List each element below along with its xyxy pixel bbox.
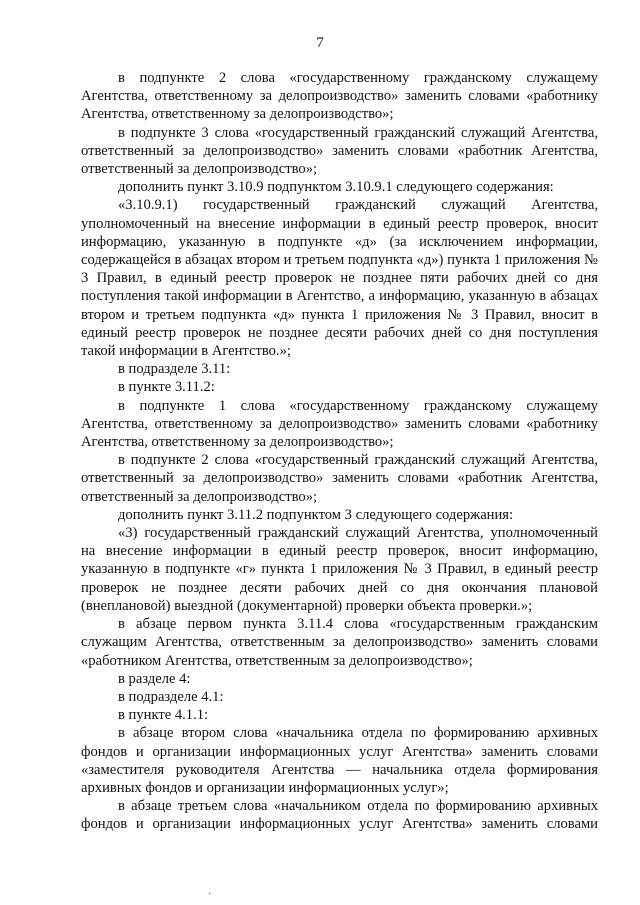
paragraph: в подпункте 2 слова «государственному гражданскому служащему Агентства, ответственному за делопроизводство» заменить словами «работнику Агентства, ответственному за делопроизводство»;	[81, 70, 598, 123]
paragraph: в подпункте 1 слова «государственному гражданскому служащему Агентства, ответственному за делопроизводство» заменить словами «работнику Агентства, ответственному за делопроизводство»;	[81, 397, 598, 451]
paragraph: «3.10.9.1) государственный гражданский служащий Агентства, уполномоченный на внесение информации в единый реестр проверок, вносит информацию, указанную в подпункте «д» (за исключением информации, содержащейся в абзацах втором и третьем подпункта «д») пункта 1 приложения № 3 Правил, в единый реестр проверок не позднее пяти рабочих дней со дня поступления такой информации в Агентство, а информацию, указанную в абзацах втором и третьем подпункта «д» пункта 1 приложения № 3 Правил, вносит в единый реестр проверок не позднее десяти рабочих дней со дня поступления такой информации в Агентство.»;	[81, 197, 598, 360]
paragraph: в подпункте 2 слова «государственный гражданский служащий Агентства, ответственный за делопроизводство» заменить словами «работник Агентства, ответственный за делопроизводство»;	[81, 452, 598, 505]
paragraph: дополнить пункт 3.10.9 подпунктом 3.10.9.1 следующего содержания:	[118, 179, 554, 196]
paragraph: в подразделе 3.11:	[118, 361, 231, 378]
paragraph: дополнить пункт 3.11.2 подпунктом 3 следующего содержания:	[118, 506, 514, 523]
page-number: 7	[316, 35, 324, 51]
stray-mark: ·	[208, 889, 212, 900]
paragraph: в абзаце втором слова «начальника отдела по формированию архивных фондов и организации информационных услуг Агентства» заменить словами «заместителя руководителя Агентства — начальника отдела формирования архивных фондов и организации информационных услуг»;	[81, 725, 598, 796]
paragraph: в пункте 4.1.1:	[118, 707, 209, 724]
paragraph: в пункте 3.11.2:	[118, 379, 215, 396]
paragraph: в абзаце первом пункта 3.11.4 слова «государственным гражданским служащим Агентства, ответственным за делопроизводство» заменить словами «работником Агентства, ответственным за делопроизводство»;	[81, 616, 598, 669]
document-body	[81, 69, 598, 834]
paragraph: в подразделе 4.1:	[118, 688, 224, 705]
paragraph: в абзаце третьем слова «начальником отдела по формированию архивных фондов и организации информационных услуг Агентства» заменить словами	[81, 798, 598, 833]
paragraph: в разделе 4:	[118, 670, 191, 687]
paragraph: «3) государственный гражданский служащий Агентства, уполномоченный на внесение информации в единый реестр проверок, вносит информацию, указанную в подпункте «г» пункта 1 приложения № 3 Правил, в единый реестр проверок не позднее десяти рабочих дней со дня окончания плановой (внеплановой) выездной (документарной) проверки объекта проверки.»;	[81, 525, 598, 614]
paragraph: в подпункте 3 слова «государственный гражданский служащий Агентства, ответственный за делопроизводство» заменить словами «работник Агентства, ответственный за делопроизводство»;	[81, 124, 598, 178]
